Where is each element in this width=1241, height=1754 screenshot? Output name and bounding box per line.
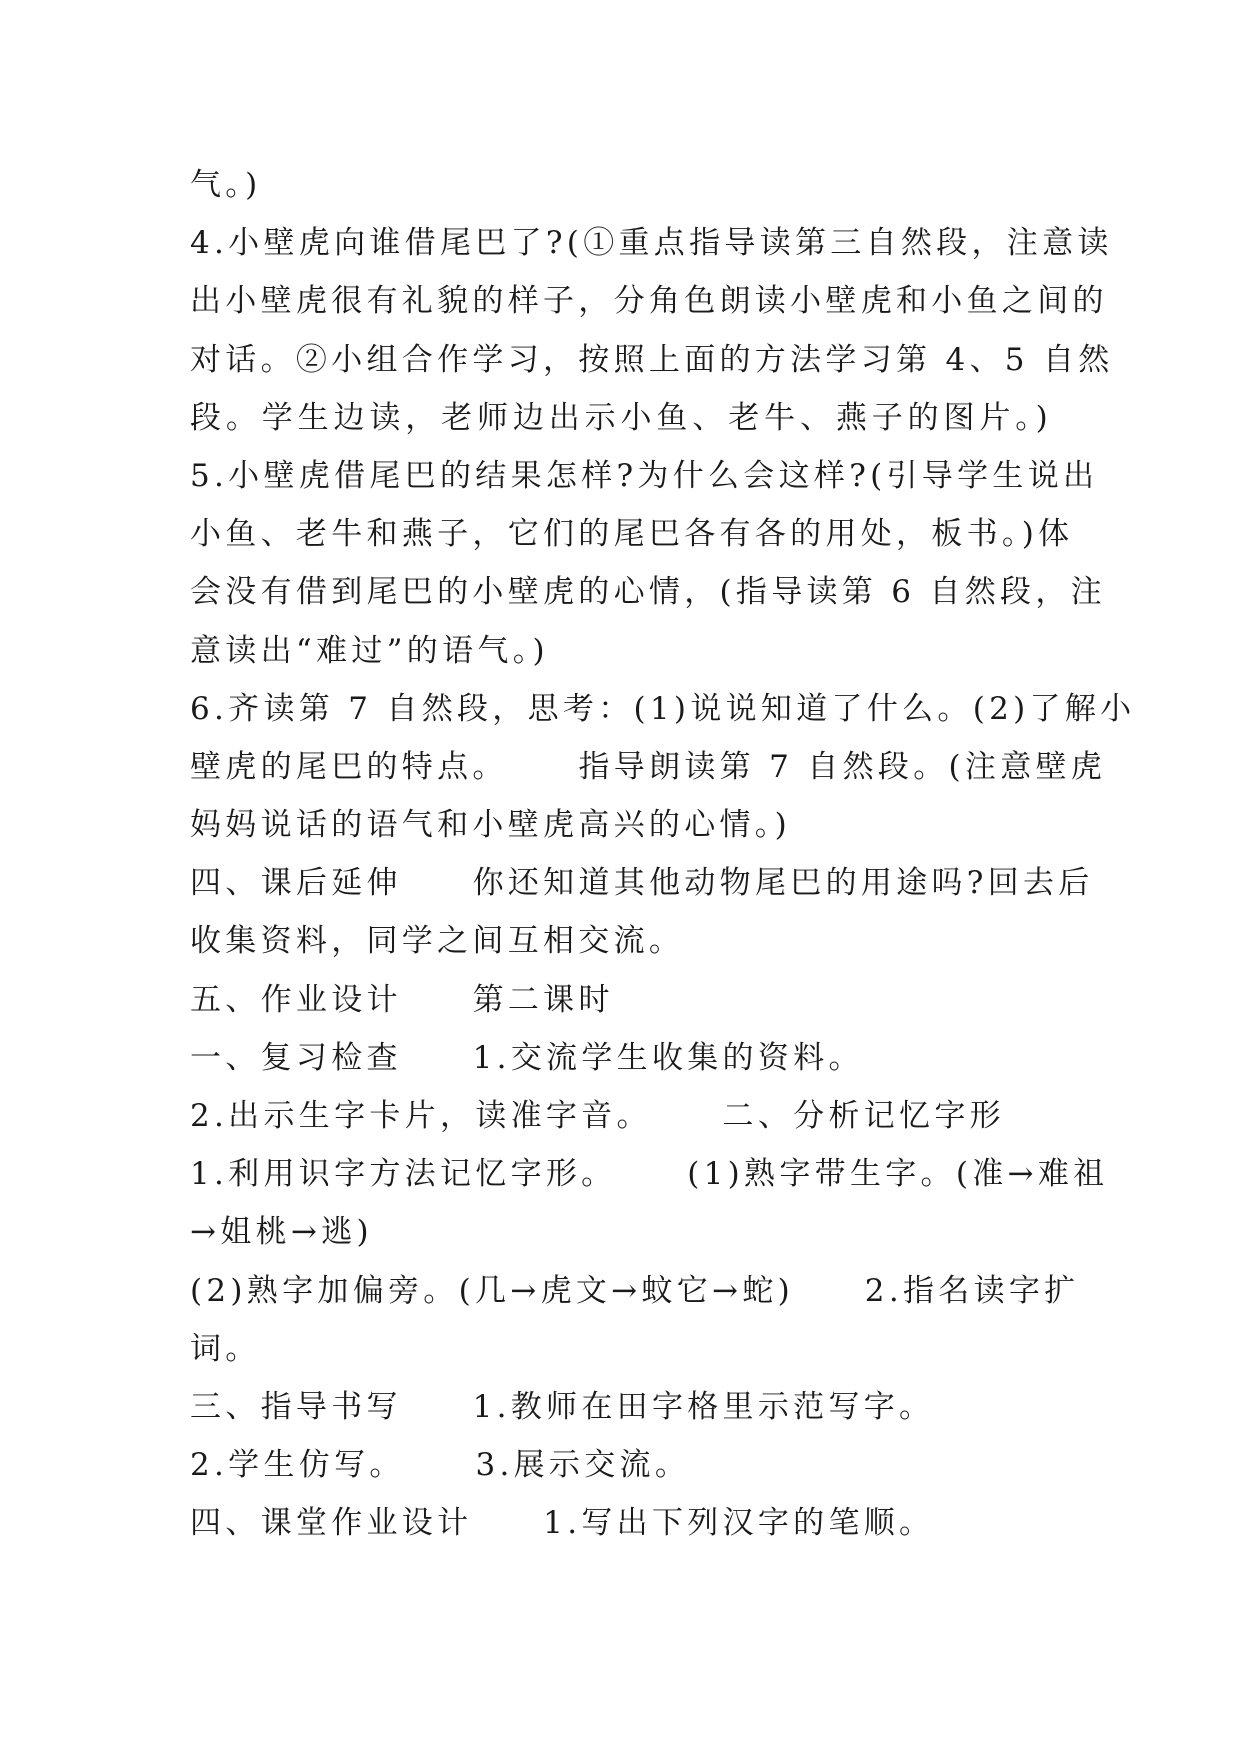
text-line: 四、课堂作业设计 1.写出下列汉字的笔顺。 <box>190 1505 935 1542</box>
text-line: 4.小壁虎向谁借尾巴了?(①重点指导读第三自然段，注意读 <box>190 225 1113 262</box>
text-line: 壁虎的尾巴的特点。 指导朗读第 7 自然段。(注意壁虎 <box>190 748 1107 785</box>
text-line: 会没有借到尾巴的小壁虎的心情，(指导读第 6 自然段，注 <box>190 574 1106 611</box>
text-line: 2.出示生字卡片，读准字音。 二、分析记忆字形 <box>190 1098 1005 1134</box>
document-body <box>190 156 1136 1553</box>
text-line: 小鱼、老牛和燕子，它们的尾巴各有各的用处，板书。)体 <box>190 516 1074 553</box>
text-line: 2.学生仿写。 3.展示交流。 <box>190 1447 691 1484</box>
text-line: 6.齐读第 7 自然段，思考：(1)说说知道了什么。(2)了解小 <box>190 690 1136 727</box>
text-line: 1.利用识字方法记忆字形。 (1)熟字带生字。(准→难祖 <box>190 1156 1109 1193</box>
text-line: 段。学生边读，老师边出示小鱼、老牛、燕子的图片。) <box>190 399 1052 436</box>
text-line: →姐桃→逃) <box>190 1214 373 1251</box>
text-line: 妈妈说话的语气和小壁虎高兴的心情。) <box>190 807 791 844</box>
text-line: 气。) <box>190 167 262 203</box>
text-line: 对话。②小组合作学习，按照上面的方法学习第 4、5 自然 <box>190 341 1114 378</box>
text-line: 四、课后延伸 你还知道其他动物尾巴的用途吗?回去后 <box>190 865 1094 902</box>
document-page <box>190 156 1136 1553</box>
text-line: 出小壁虎很有礼貌的样子，分角色朗读小壁虎和小鱼之间的 <box>190 283 1108 320</box>
text-line: 一、复习检查 1.交流学生收集的资料。 <box>190 1039 864 1076</box>
text-line: 意读出“难过”的语气。) <box>190 632 549 669</box>
text-line: 5.小壁虎借尾巴的结果怎样?为什么会这样?(引导学生说出 <box>190 457 1099 494</box>
text-line: 三、指导书写 1.教师在田字格里示范写字。 <box>190 1388 935 1425</box>
text-line: 词。 <box>190 1330 261 1367</box>
text-line: 五、作业设计 第二课时 <box>190 981 614 1018</box>
text-line: 收集资料，同学之间互相交流。 <box>190 923 685 960</box>
text-line: (2)熟字加偏旁。(几→虎文→蚊它→蛇) 2.指名读字扩 <box>190 1272 1080 1309</box>
